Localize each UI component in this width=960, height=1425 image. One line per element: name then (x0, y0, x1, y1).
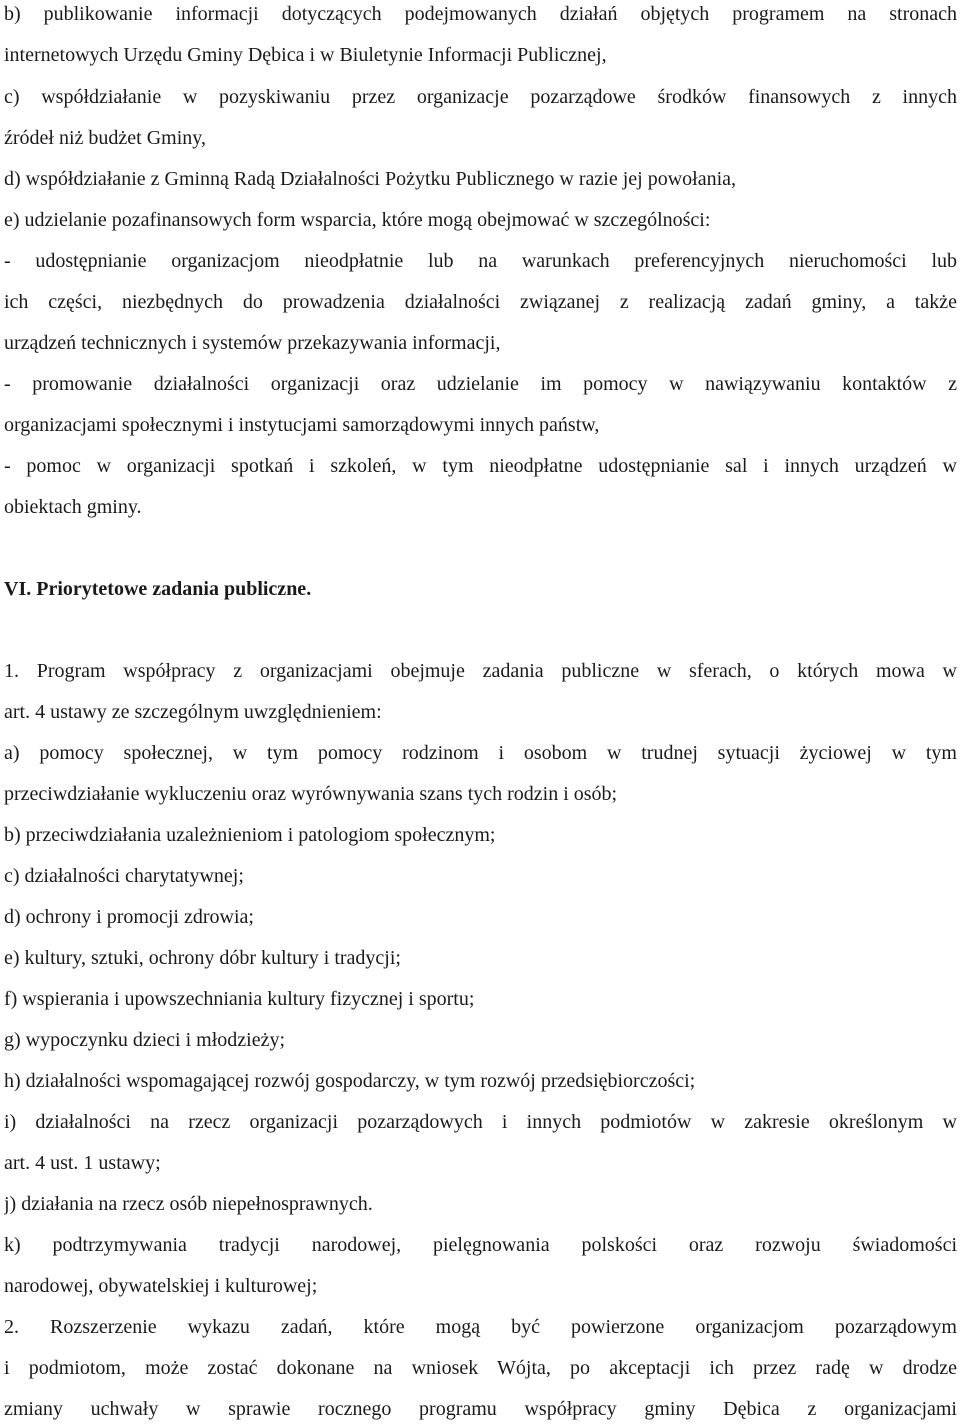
text-line: narodowej, obywatelskiej i kulturowej; (4, 1275, 318, 1297)
text-line: ich części, niezbędnych do prowadzenia działalności związanej z realizacją zadań gminy, a także (4, 291, 957, 313)
text-line: art. 4 ust. 1 ustawy; (4, 1152, 161, 1174)
text-line: i podmiotom, może zostać dokonane na wniosek Wójta, po akceptacji ich przez radę w drodze (4, 1357, 957, 1379)
text-line: e) kultury, sztuki, ochrony dóbr kultury i tradycji; (4, 947, 401, 969)
text-line: obiektach gminy. (4, 496, 142, 518)
text-line: zmiany uchwały w sprawie rocznego programu współpracy gminy Dębica z organizacjami (4, 1398, 957, 1420)
section-heading: VI. Priorytetowe zadania publiczne. (4, 578, 312, 600)
text-line: e) udzielanie pozafinansowych form wsparcia, które mogą obejmować w szczególności: (4, 209, 711, 231)
text-line: i) działalności na rzecz organizacji pozarządowych i innych podmiotów w zakresie określonym w (4, 1111, 957, 1133)
text-line: j) działania na rzecz osób niepełnosprawnych. (4, 1193, 373, 1215)
text-line: źródeł niż budżet Gminy, (4, 127, 206, 149)
text-line: k) podtrzymywania tradycji narodowej, pielęgnowania polskości oraz rozwoju świadomości (4, 1234, 957, 1256)
text-line: 1. Program współpracy z organizacjami obejmuje zadania publiczne w sferach, o których mowa w (4, 660, 957, 682)
text-line: b) publikowanie informacji dotyczących podejmowanych działań objętych programem na stronach (4, 3, 957, 25)
text-line: organizacjami społecznymi i instytucjami samorządowymi innych państw, (4, 414, 600, 436)
text-line: art. 4 ustawy ze szczególnym uwzględnieniem: (4, 701, 382, 723)
text-line: d) ochrony i promocji zdrowia; (4, 906, 254, 928)
text-line: g) wypoczynku dzieci i młodzieży; (4, 1029, 286, 1051)
text-line: a) pomocy społecznej, w tym pomocy rodzinom i osobom w trudnej sytuacji życiowej w tym (4, 742, 957, 764)
text-line: d) współdziałanie z Gminną Radą Działalności Pożytku Publicznego w razie jej powołania, (4, 168, 737, 190)
text-line: - promowanie działalności organizacji oraz udzielanie im pomocy w nawiązywaniu kontaktów z (4, 373, 957, 395)
text-line: - udostępnianie organizacjom nieodpłatnie lub na warunkach preferencyjnych nieruchomości lub (4, 250, 957, 272)
text-line: internetowych Urzędu Gminy Dębica i w Biuletynie Informacji Publicznej, (4, 44, 607, 66)
text-line: - pomoc w organizacji spotkań i szkoleń, w tym nieodpłatne udostępnianie sal i innych urządzeń w (4, 455, 957, 477)
text-line: urządzeń technicznych i systemów przekazywania informacji, (4, 332, 501, 354)
text-line: b) przeciwdziałania uzależnieniom i patologiom społecznym; (4, 824, 496, 846)
text-line: h) działalności wspomagającej rozwój gospodarczy, w tym rozwój przedsiębiorczości; (4, 1070, 696, 1092)
text-line: f) wspierania i upowszechniania kultury fizycznej i sportu; (4, 988, 475, 1010)
text-line: c) działalności charytatywnej; (4, 865, 244, 887)
text-line: przeciwdziałanie wykluczeniu oraz wyrównywania szans tych rodzin i osób; (4, 783, 618, 805)
text-line: c) współdziałanie w pozyskiwaniu przez organizacje pozarządowe środków finansowych z innych (4, 86, 957, 108)
text-line: 2. Rozszerzenie wykazu zadań, które mogą być powierzone organizacjom pozarządowym (4, 1316, 957, 1338)
